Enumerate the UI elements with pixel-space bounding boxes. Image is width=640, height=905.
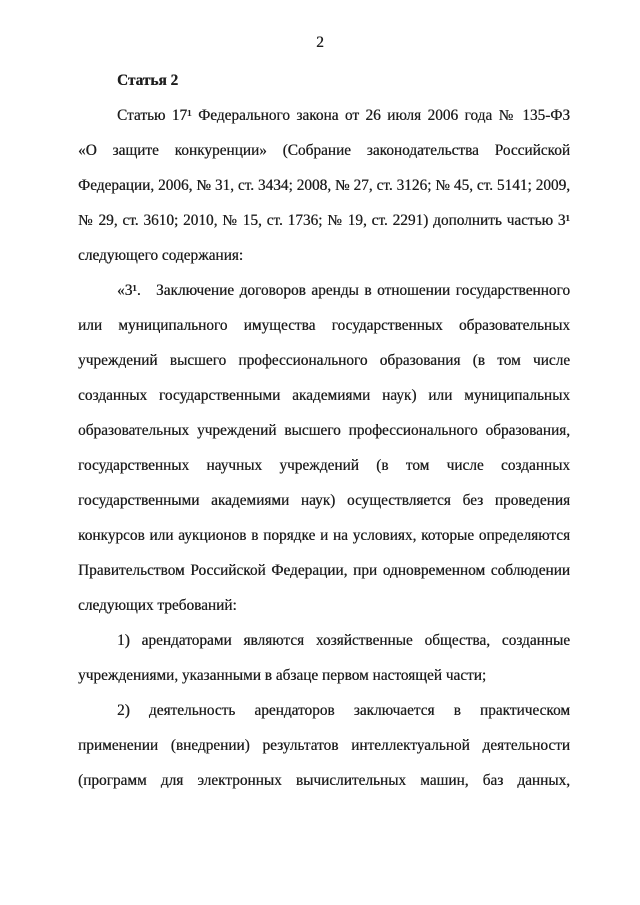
text-line: конкурсов или аукционов в порядке и на условиях, которые определяются <box>78 527 570 544</box>
page-number: 2 <box>316 34 324 51</box>
text-line: государственных научных учреждений (в том числе созданных <box>78 457 570 474</box>
text-line: учреждениями, указанными в абзаце первом настоящей части; <box>78 667 487 684</box>
text-line: «О защите конкуренции» (Собрание законодательства Российской <box>78 142 570 159</box>
text-line: применении (внедрении) результатов интеллектуальной деятельности <box>78 737 570 754</box>
text-line: 1) арендаторами являются хозяйственные общества, созданные <box>117 632 570 649</box>
article-heading: Статья 2 <box>117 72 179 89</box>
text-line: 2) деятельность арендаторов заключается в практическом <box>117 702 570 719</box>
text-line: образовательных учреждений высшего профессионального образования, <box>78 422 570 439</box>
text-line: Федерации, 2006, № 31, ст. 3434; 2008, № 27, ст. 3126; № 45, ст. 5141; 2009, <box>78 177 570 194</box>
text-line: учреждений высшего профессионального образования (в том числе <box>78 352 570 369</box>
text-line: (программ для электронных вычислительных машин, баз данных, <box>78 772 570 789</box>
text-line: следующих требований: <box>78 597 237 614</box>
text-line: Статью 17¹ Федерального закона от 26 июля 2006 года № 135-ФЗ <box>117 107 570 124</box>
text-line: следующего содержания: <box>78 247 244 264</box>
document-body <box>78 63 570 798</box>
text-line: или муниципального имущества государственных образовательных <box>78 317 570 334</box>
text-line: «3¹. Заключение договоров аренды в отношении государственного <box>117 282 570 299</box>
text-line: государственными академиями наук) осуществляется без проведения <box>78 492 570 509</box>
text-line: созданных государственными академиями наук) или муниципальных <box>78 387 570 404</box>
text-line: № 29, ст. 3610; 2010, № 15, ст. 1736; № 19, ст. 2291) дополнить частью 3¹ <box>78 212 570 229</box>
text-line: Правительством Российской Федерации, при одновременном соблюдении <box>78 562 570 579</box>
